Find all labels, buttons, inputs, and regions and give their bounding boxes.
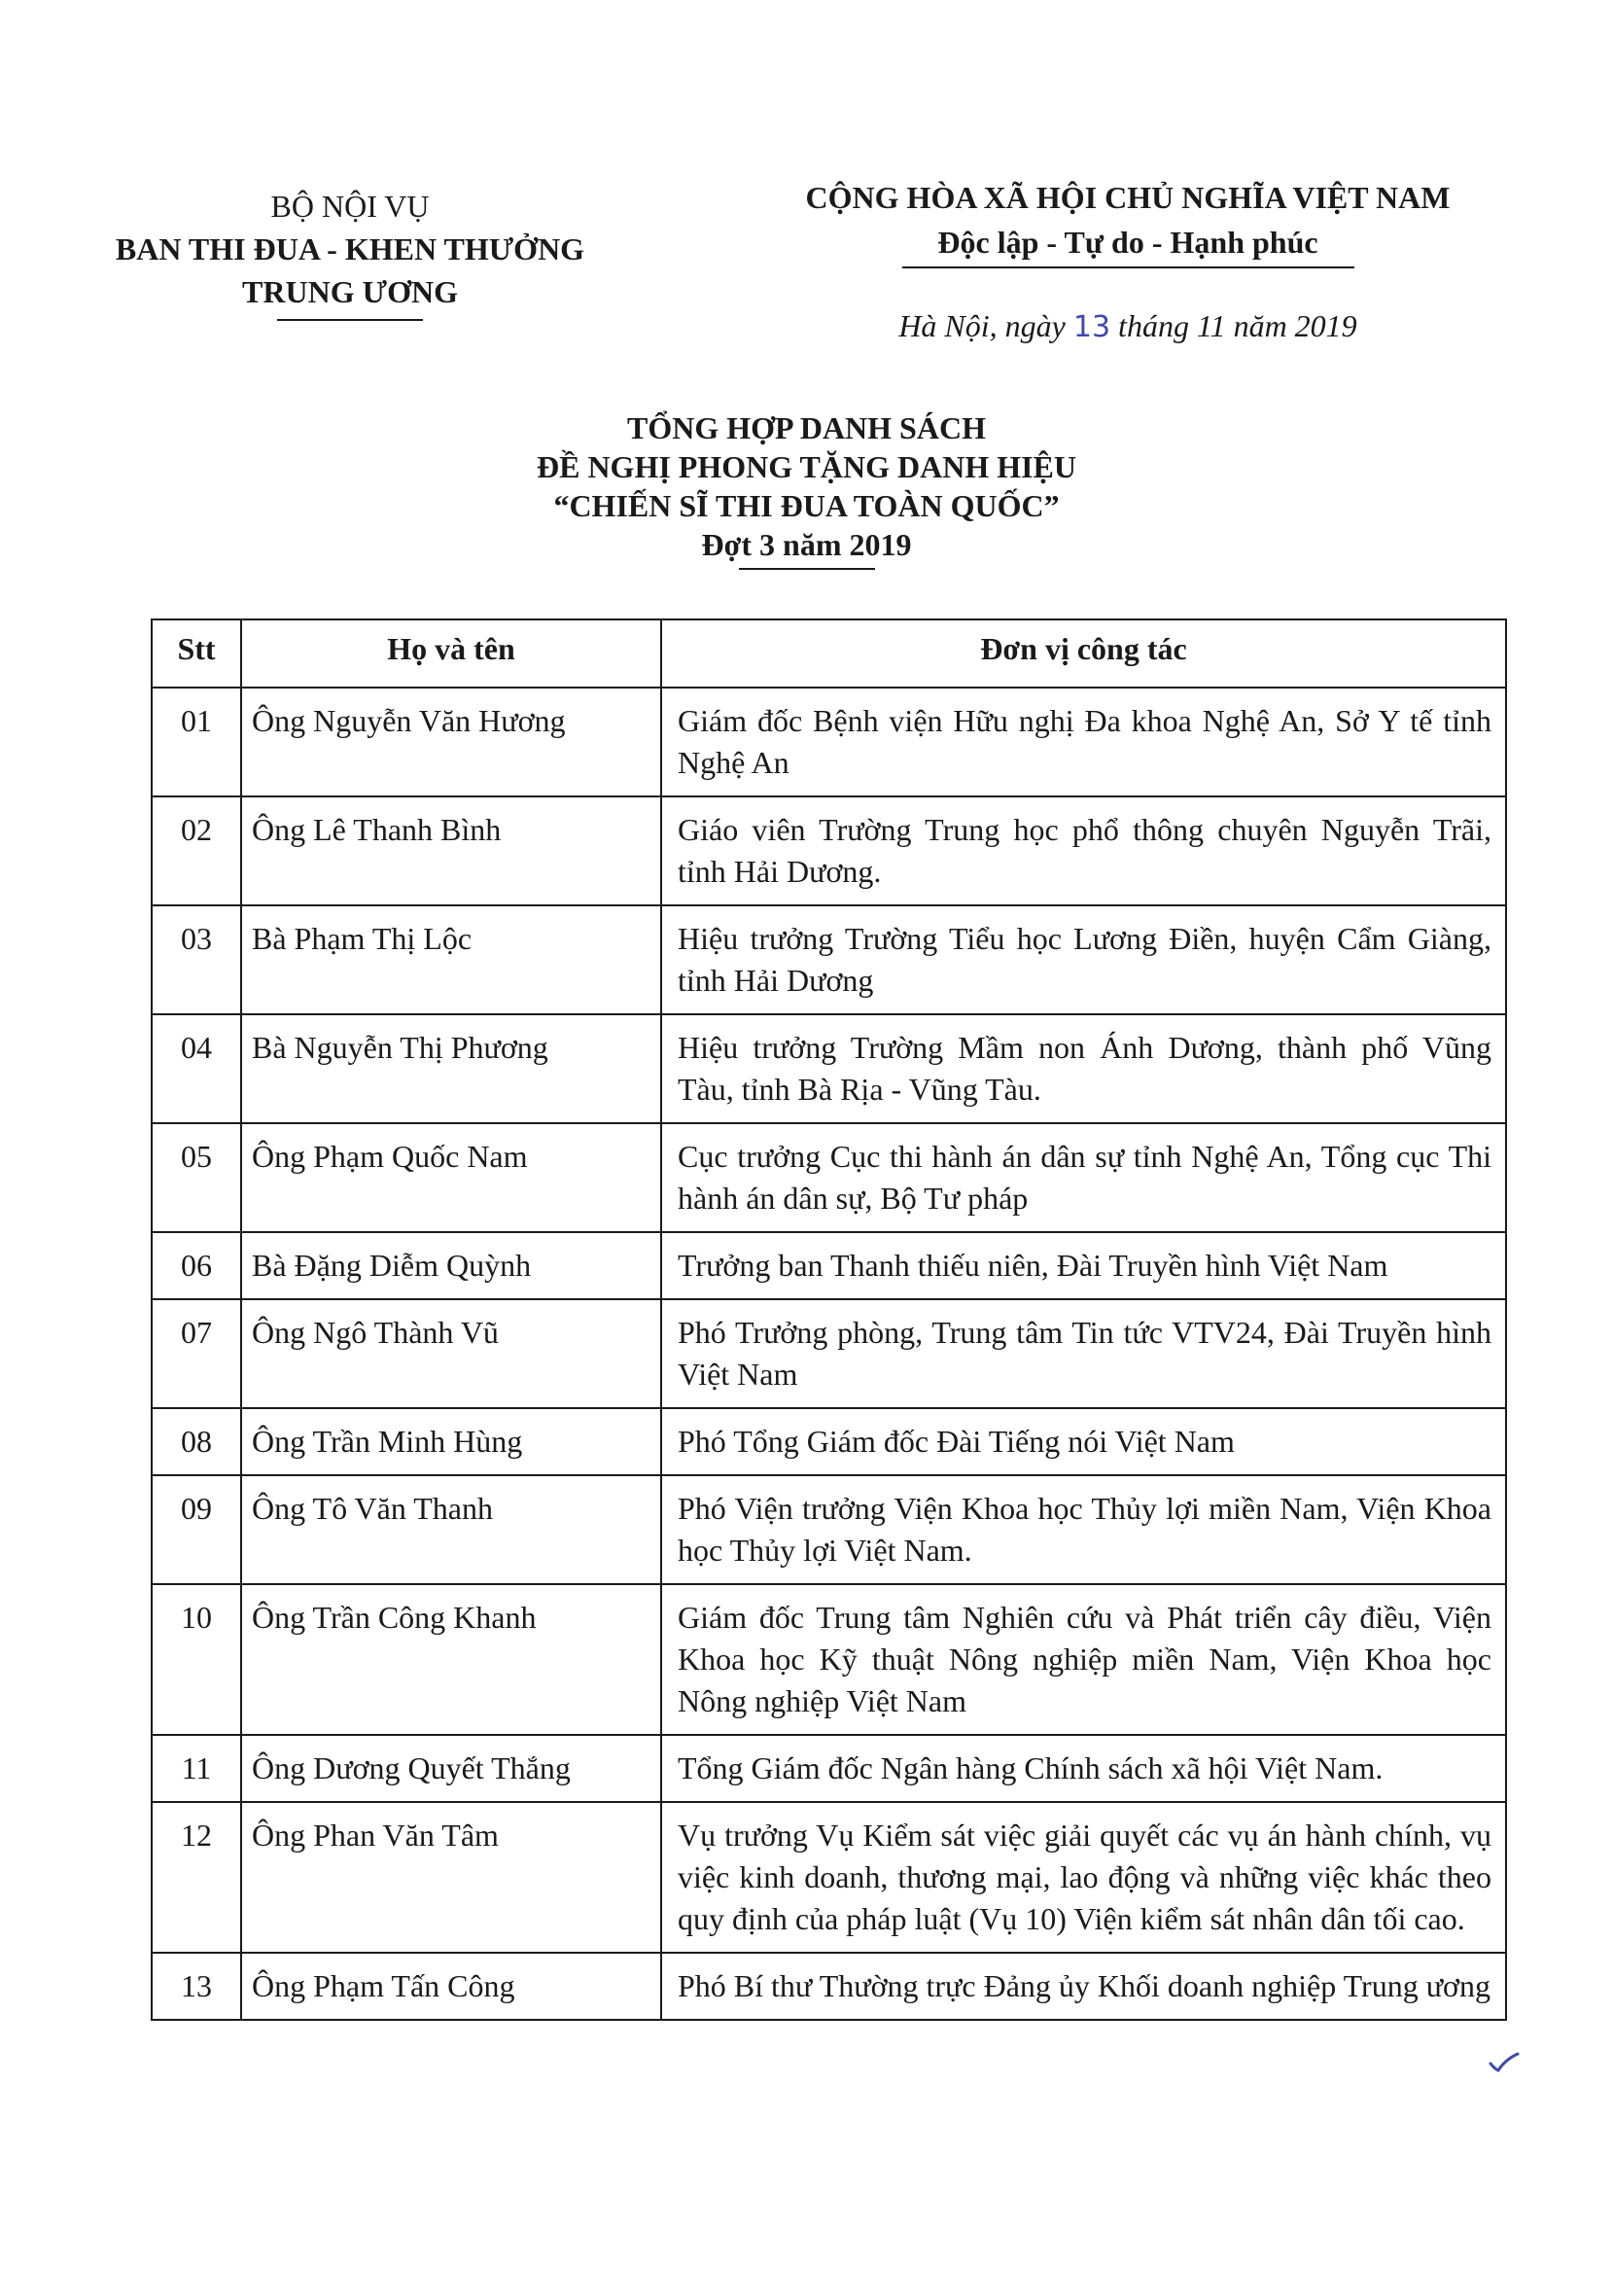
table-row bbox=[152, 1475, 1506, 1584]
title-line-2: ĐỀ NGHỊ PHONG TẶNG DANH HIỆU bbox=[536, 449, 1076, 484]
row-stt: 10 bbox=[152, 1584, 241, 1735]
row-unit: Giám đốc Trung tâm Nghiên cứu và Phát triển cây điều, Viện Khoa học Kỹ thuật Nông nghiệp miền Nam, Viện Khoa học Nông nghiệp Việt Nam bbox=[661, 1584, 1506, 1735]
row-name: Ông Phạm Quốc Nam bbox=[241, 1123, 661, 1232]
row-stt: 08 bbox=[152, 1408, 241, 1475]
handwritten-day: 13 bbox=[1072, 310, 1111, 344]
row-name: Bà Phạm Thị Lộc bbox=[241, 905, 661, 1014]
row-stt: 09 bbox=[152, 1475, 241, 1584]
row-stt: 06 bbox=[152, 1232, 241, 1299]
row-unit: Phó Viện trưởng Viện Khoa học Thủy lợi miền Nam, Viện Khoa học Thủy lợi Việt Nam. bbox=[661, 1475, 1506, 1584]
header-stt: Stt bbox=[152, 619, 241, 688]
row-name: Ông Nguyễn Văn Hương bbox=[241, 688, 661, 796]
title-line-4: Đợt 3 năm 2019 bbox=[701, 527, 912, 562]
row-unit: Giám đốc Bệnh viện Hữu nghị Đa khoa Nghệ An, Sở Y tế tỉnh Nghệ An bbox=[661, 688, 1506, 796]
national-header bbox=[681, 175, 1575, 268]
table-row bbox=[152, 1584, 1506, 1735]
row-name: Bà Nguyễn Thị Phương bbox=[241, 1014, 661, 1123]
row-stt: 13 bbox=[152, 1953, 241, 2020]
row-unit: Hiệu trưởng Trường Tiểu học Lương Điền, huyện Cẩm Giàng, tỉnh Hải Dương bbox=[661, 905, 1506, 1014]
row-name: Ông Trần Công Khanh bbox=[241, 1584, 661, 1735]
row-unit: Cục trưởng Cục thi hành án dân sự tỉnh Nghệ An, Tổng cục Thi hành án dân sự, Bộ Tư pháp bbox=[661, 1123, 1506, 1232]
date-prefix: Hà Nội, ngày bbox=[898, 308, 1066, 343]
row-name: Ông Ngô Thành Vũ bbox=[241, 1299, 661, 1408]
row-name: Ông Phan Văn Tâm bbox=[241, 1802, 661, 1953]
check-mark-icon bbox=[1488, 2050, 1521, 2075]
row-stt: 03 bbox=[152, 905, 241, 1014]
national-motto: Độc lập - Tự do - Hạnh phúc bbox=[937, 225, 1318, 260]
header-name: Họ và tên bbox=[241, 619, 661, 688]
department-name-line1: BAN THI ĐUA - KHEN THƯỞNG bbox=[115, 231, 585, 266]
row-unit: Phó Trưởng phòng, Trung tâm Tin tức VTV24, Đài Truyền hình Việt Nam bbox=[661, 1299, 1506, 1408]
row-unit: Trưởng ban Thanh thiếu niên, Đài Truyền hình Việt Nam bbox=[661, 1232, 1506, 1299]
row-name: Ông Lê Thanh Bình bbox=[241, 796, 661, 905]
table-row bbox=[152, 1232, 1506, 1299]
agency-underline bbox=[277, 319, 423, 321]
row-unit: Phó Tổng Giám đốc Đài Tiếng nói Việt Nam bbox=[661, 1408, 1506, 1475]
table-row bbox=[152, 905, 1506, 1014]
row-name: Ông Trần Minh Hùng bbox=[241, 1408, 661, 1475]
row-name: Bà Đặng Diễm Quỳnh bbox=[241, 1232, 661, 1299]
table-row bbox=[152, 1299, 1506, 1408]
nation-title: CỘNG HÒA XÃ HỘI CHỦ NGHĨA VIỆT NAM bbox=[805, 180, 1451, 215]
table-header-row bbox=[152, 619, 1506, 688]
title-underline bbox=[739, 568, 875, 570]
row-stt: 11 bbox=[152, 1735, 241, 1802]
row-unit: Giáo viên Trường Trung học phổ thông chuyên Nguyễn Trãi, tỉnh Hải Dương. bbox=[661, 796, 1506, 905]
row-stt: 01 bbox=[152, 688, 241, 796]
motto-underline bbox=[902, 266, 1354, 268]
row-unit: Hiệu trưởng Trường Mầm non Ánh Dương, thành phố Vũng Tàu, tỉnh Bà Rịa - Vũng Tàu. bbox=[661, 1014, 1506, 1123]
row-stt: 04 bbox=[152, 1014, 241, 1123]
row-stt: 07 bbox=[152, 1299, 241, 1408]
row-name: Ông Phạm Tấn Công bbox=[241, 1953, 661, 2020]
row-unit: Tổng Giám đốc Ngân hàng Chính sách xã hội Việt Nam. bbox=[661, 1735, 1506, 1802]
document-title bbox=[0, 408, 1613, 570]
ministry-name: BỘ NỘI VỤ bbox=[270, 189, 430, 224]
table-row bbox=[152, 1735, 1506, 1802]
table-row bbox=[152, 688, 1506, 796]
header-unit: Đơn vị công tác bbox=[661, 619, 1506, 688]
row-unit: Phó Bí thư Thường trực Đảng ủy Khối doanh nghiệp Trung ương bbox=[661, 1953, 1506, 2020]
title-line-3: “CHIẾN SĨ THI ĐUA TOÀN QUỐC” bbox=[553, 488, 1060, 523]
row-name: Ông Tô Văn Thanh bbox=[241, 1475, 661, 1584]
date-suffix: tháng 11 năm 2019 bbox=[1118, 308, 1357, 343]
title-line-1: TỔNG HỢP DANH SÁCH bbox=[627, 410, 986, 445]
table-row bbox=[152, 1014, 1506, 1123]
table-row bbox=[152, 1123, 1506, 1232]
issuing-agency bbox=[58, 185, 642, 321]
row-stt: 05 bbox=[152, 1123, 241, 1232]
row-stt: 12 bbox=[152, 1802, 241, 1953]
nominee-table bbox=[151, 618, 1507, 2021]
row-unit: Vụ trưởng Vụ Kiểm sát việc giải quyết các vụ án hành chính, vụ việc kinh doanh, thương mại, lao động và những việc khác theo quy định của pháp luật (Vụ 10) Viện kiểm sát nhân dân tối cao. bbox=[661, 1802, 1506, 1953]
table-row bbox=[152, 1802, 1506, 1953]
table-row bbox=[152, 1953, 1506, 2020]
department-name-line2: TRUNG ƯƠNG bbox=[242, 274, 458, 309]
table-row bbox=[152, 1408, 1506, 1475]
row-stt: 02 bbox=[152, 796, 241, 905]
row-name: Ông Dương Quyết Thắng bbox=[241, 1735, 661, 1802]
issue-date bbox=[681, 303, 1575, 350]
table-row bbox=[152, 796, 1506, 905]
